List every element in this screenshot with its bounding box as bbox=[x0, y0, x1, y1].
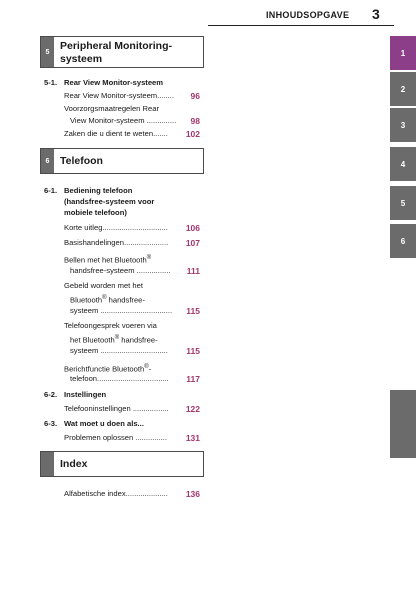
tab-3[interactable]: 3 bbox=[390, 108, 416, 142]
toc-page[interactable]: 102 bbox=[185, 129, 200, 139]
section-5-heading bbox=[40, 36, 204, 68]
chapter-6-1-title-line2: (handsfree-systeem voor bbox=[64, 197, 155, 206]
toc-page[interactable]: 115 bbox=[186, 306, 200, 316]
page-number: 3 bbox=[372, 6, 380, 22]
toc-entry-telefoongesprek-line2[interactable]: het Bluetooth® handsfree- bbox=[70, 335, 158, 345]
header-rule bbox=[208, 25, 394, 26]
toc-page[interactable]: 107 bbox=[185, 238, 200, 248]
chapter-6-1-number: 6-1. bbox=[44, 186, 58, 195]
toc-page[interactable]: 115 bbox=[186, 346, 200, 356]
section-5-number: 5 bbox=[41, 37, 54, 67]
chapter-5-1-title: Rear View Monitor-systeem bbox=[64, 78, 164, 87]
tab-6[interactable]: 6 bbox=[390, 224, 416, 258]
toc-page[interactable]: 106 bbox=[185, 223, 200, 233]
toc-entry-gebeld-line1[interactable]: Gebeld worden met het bbox=[64, 281, 143, 290]
toc-page[interactable]: 122 bbox=[185, 404, 200, 414]
toc-entry-gebeld-line2[interactable]: Bluetooth® handsfree- bbox=[70, 295, 145, 305]
chapter-6-1-title-line3: mobiele telefoon) bbox=[64, 208, 127, 217]
toc-page[interactable]: 111 bbox=[186, 266, 200, 276]
toc-entry-gebeld-line3[interactable]: systeem .................................. bbox=[70, 306, 173, 315]
toc-entry-bellen-line2[interactable]: handsfree-systeem ................ bbox=[70, 266, 171, 275]
toc-page[interactable]: 136 bbox=[185, 489, 200, 499]
toc-entry-problemen[interactable]: Problemen oplossen ............... bbox=[64, 433, 167, 442]
chapter-6-2-title: Instellingen bbox=[64, 390, 107, 399]
chapter-6-3-title: Wat moet u doen als... bbox=[64, 419, 144, 428]
toc-page[interactable]: 96 bbox=[190, 91, 200, 101]
toc-entry-berichtfunctie-line2[interactable]: telefoon.................................. bbox=[70, 374, 169, 383]
toc-entry-voorzorg-line2[interactable]: View Monitor-systeem .............. bbox=[70, 116, 177, 125]
chapter-6-3-number: 6-3. bbox=[44, 419, 58, 428]
chapter-6-2-number: 6-2. bbox=[44, 390, 58, 399]
toc-entry-telefoongesprek-line3[interactable]: systeem ................................ bbox=[70, 346, 168, 355]
tab-blank[interactable] bbox=[390, 390, 416, 458]
toc-entry-telefooninstellingen[interactable]: Telefooninstellingen ................. bbox=[64, 404, 169, 413]
section-5-title-line2: systeem bbox=[60, 53, 103, 65]
running-header-title: INHOUDSOPGAVE bbox=[266, 10, 350, 20]
toc-entry-alfabetische-index[interactable]: Alfabetische index.................... bbox=[64, 489, 168, 498]
index-heading bbox=[40, 451, 204, 477]
toc-entry-korte-uitleg[interactable]: Korte uitleg............................... bbox=[64, 223, 168, 232]
toc-entry-basishandelingen[interactable]: Basishandelingen..................... bbox=[64, 238, 169, 247]
toc-entry-bellen-line1[interactable]: Bellen met het Bluetooth® bbox=[64, 255, 152, 265]
tab-5[interactable]: 5 bbox=[390, 186, 416, 220]
section-5-title-line1: Peripheral Monitoring- bbox=[60, 40, 173, 52]
tab-2[interactable]: 2 bbox=[390, 72, 416, 106]
toc-page[interactable]: 98 bbox=[190, 116, 200, 126]
toc-entry-telefoongesprek-line1[interactable]: Telefoongesprek voeren via bbox=[64, 321, 157, 330]
index-title: Index bbox=[60, 458, 88, 470]
section-6-heading bbox=[40, 148, 204, 174]
chapter-5-1-number: 5-1. bbox=[44, 78, 58, 87]
chapter-6-1-title-line1: Bediening telefoon bbox=[64, 186, 133, 195]
toc-entry-berichtfunctie-line1[interactable]: Berichtfunctie Bluetooth®- bbox=[64, 364, 152, 374]
toc-page[interactable]: 117 bbox=[186, 374, 200, 384]
toc-page[interactable]: 131 bbox=[185, 433, 200, 443]
tab-4[interactable]: 4 bbox=[390, 147, 416, 181]
section-6-title: Telefoon bbox=[60, 155, 103, 167]
tab-1[interactable]: 1 bbox=[390, 36, 416, 70]
toc-entry-voorzorg-line1[interactable]: Voorzorgsmaatregelen Rear bbox=[64, 104, 159, 113]
toc-entry-rear-view[interactable]: Rear View Monitor-systeem........ bbox=[64, 91, 175, 100]
index-number-block bbox=[41, 452, 54, 476]
toc-entry-zaken[interactable]: Zaken die u dient te weten....... bbox=[64, 129, 168, 138]
section-6-number: 6 bbox=[41, 149, 54, 173]
